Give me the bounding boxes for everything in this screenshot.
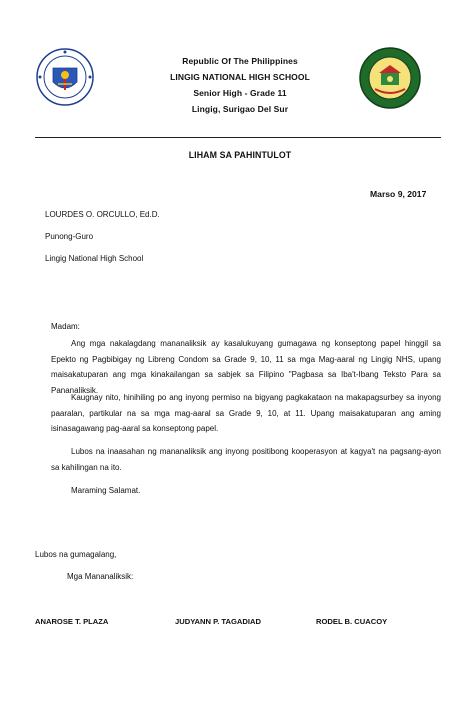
letter-date: Marso 9, 2017	[370, 189, 427, 199]
body-paragraph-3: Lubos na inaasahan ng mananaliksik ang inyong positibong kooperasyon at kagya't na pagsang-ayon sa kahilingan na ito.	[51, 447, 441, 472]
header-divider	[35, 137, 441, 138]
header-republic: Republic Of The Philippines	[182, 56, 298, 66]
body-paragraph-1: Ang mga nakalagdang mananaliksik ay kasalukuyang gumagawa ng konseptong papel hinggil sa Epekto ng Pagbibigay ng Libreng Condom sa Grade 9, 10, 11 sa mga Mag-aaral ng Lingig NHS, upang maisakatuparan ang mga kinakailangan sa sabjek sa Filipino "Pagbasa sa Iba't-Ibang Teksto Para sa Pananaliksik.	[51, 339, 441, 395]
recipient-position: Punong-Guro	[45, 232, 94, 241]
signatory-2: JUDYANN P. TAGADIAD	[175, 617, 261, 626]
signatory-3: RODEL B. CUACOY	[316, 617, 388, 626]
school-seal-logo	[359, 47, 421, 109]
salutation: Madam:	[51, 322, 80, 331]
body-paragraph-2: Kaugnay nito, hinihiling po ang inyong permiso na bigyang pagkakataon na makapagsurbey sa inyong paaralan, partikular na sa mga mag-aaral sa Grade 9, 10, at 11. Upang maisakatuparan ang aming isinasagawang pag-aaral sa konseptong papel.	[51, 393, 441, 433]
header-grade: Senior High - Grade 11	[193, 88, 287, 98]
closing: Lubos na gumagalang,	[35, 550, 117, 559]
researchers-label: Mga Mananaliksik:	[67, 572, 134, 581]
deped-seal-logo	[36, 48, 94, 106]
signatory-1: ANAROSE T. PLAZA	[35, 617, 109, 626]
recipient-school: Lingig National High School	[45, 254, 144, 263]
header-school-name: LINGIG NATIONAL HIGH SCHOOL	[170, 72, 310, 82]
header-address: Lingig, Surigao Del Sur	[191, 104, 289, 114]
letter-title: LIHAM SA PAHINTULOT	[188, 150, 292, 160]
recipient-name: LOURDES O. ORCULLO, Ed.D.	[45, 210, 160, 219]
body-paragraph-4: Maraming Salamat.	[71, 486, 141, 495]
